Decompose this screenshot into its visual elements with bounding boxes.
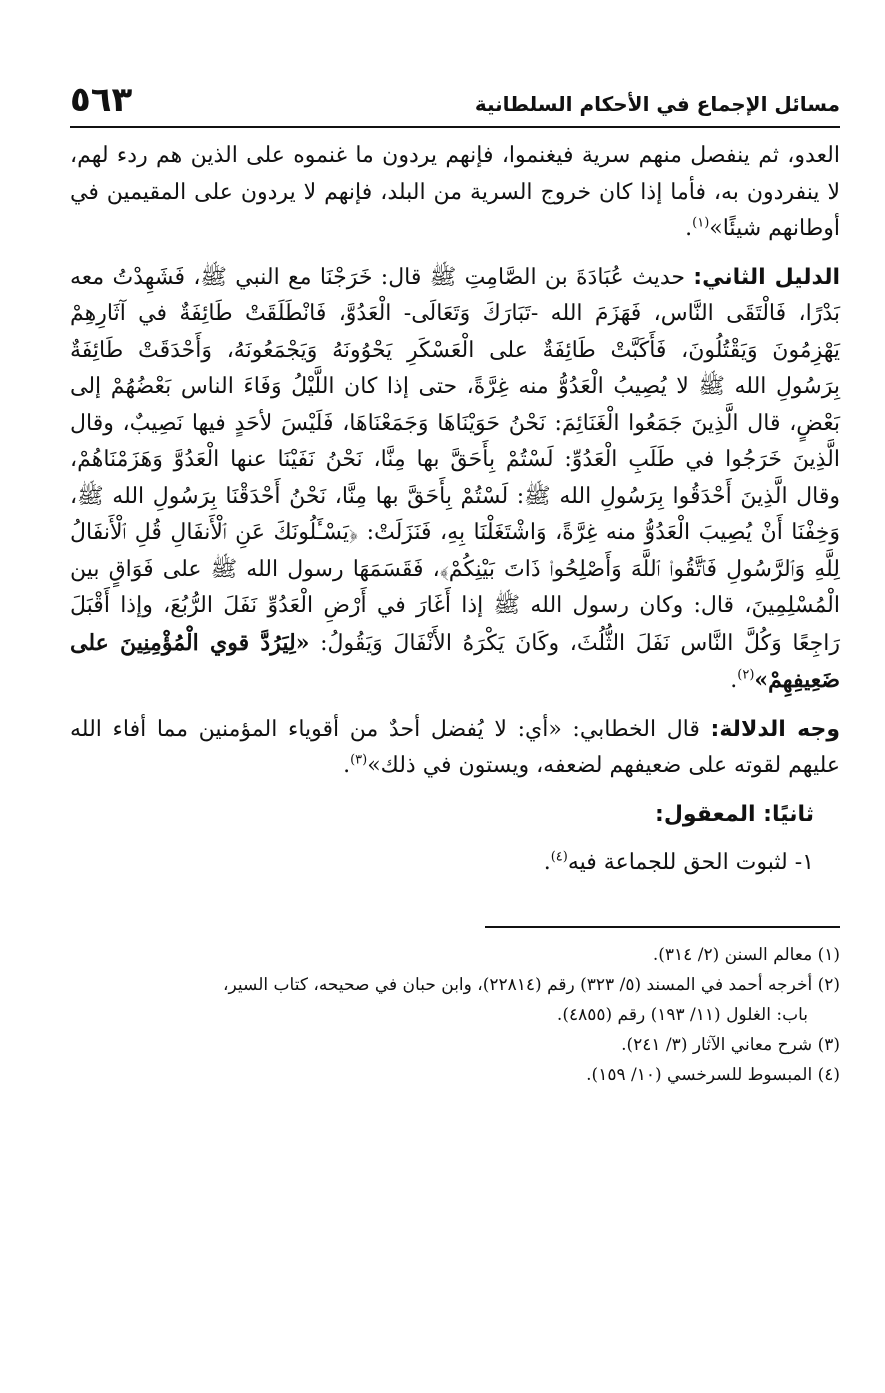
page-number: ٥٦٣ — [70, 80, 133, 120]
paragraph-evidence-aspect: وجه الدلالة: قال الخطابي: «أي: لا يُفضل أحدٌ من أقوياء المؤمنين مما أفاء الله عليهم لقوته على ضعيفهم لضعفه، ويستون في ذلك»$^{(٣)}$. — [70, 716, 841, 778]
paragraph-second-evidence: الدليل الثاني: حديث عُبَادَةَ بن الصَّامِتِ ﷺ قال: خَرَجْنَا مع النبي ﷺ، فَشَهِدْتُ معه بَدْرًا، فَالْتَقَى النَّاس، فَهَزَمَ الله -تَبَارَكَ وَتَعَالَى- الْعَدُوَّ، فَانْطَلَقَتْ طَائِفَةٌ في آثَارِهِمْ يَهْزِمُونَ وَيَقْتُلُونَ، فَأَكَبَّتْ طَائِفَةٌ على الْعَسْكَرِ يَحْوُونَهُ وَيَجْمَعُونَهُ، وَأَحْدَقَتْ طَائِفَةٌ بِرَسُولِ الله ﷺ لا يُصِيبُ الْعَدُوُّ منه غِرَّةً، حتى إذا كان اللَّيْلُ وَفَاءَ الناس بَعْضُهُمْ إلى بَعْضٍ، قال الَّذِينَ جَمَعُوا الْغَنَائِمَ: نَحْنُ حَوَيْنَاهَا وَجَمَعْنَاهَا، فَلَيْسَ لأحَدٍ فيها نَصِيبٌ، وقال الَّذِينَ خَرَجُوا في طَلَبِ الْعَدُوِّ: لَسْتُمْ بِأَحَقَّ بها مِنَّا، نَحْنُ نَفَيْنَا عنها الْعَدُوَّ وَهَزَمْنَاهُمْ، وقال الَّذِينَ أَحْدَقُوا بِرَسُولِ الله ﷺ: لَسْتُمْ بِأَحَقَّ بها مِنَّا، نَحْنُ أَحْدَقْنَا بِرَسُولِ الله ﷺ، وَخِفْنَا أَنْ يُصِيبَ الْعَدُوُّ منه غِرَّةً، وَاشْتَغَلْنَا بِهِ، فَنَزَلَتْ: ﴿يَسْـَٔلُونَكَ عَنِ ٱلْأَنفَالِ قُلِ ٱلْأَنفَالُ لِلَّهِ وَٱلرَّسُولِ فَٱتَّقُوا۟ ٱللَّهَ وَأَصْلِحُوا۟ ذَاتَ بَيْنِكُمْ﴾، فَقَسَمَهَا رسول الله ﷺ على فَوَاقٍ بين الْمُسْلِمِينَ، قال: وكان رسول الله ﷺ إذا أَغَارَ في أَرْضِ الْعَدُوِّ نَفَلَ الرُّبُعَ، وإذا أَقْبَلَ رَاجِعًا وَكُلَّ النَّاس نَفَلَ الثُّلُثَ، وكَانَ يَكْرَهُ الأَنْفَالَ وَيَقُولُ: «لِيَرُدَّ قوي الْمُؤْمِنِينَ على ضَعِيفِهِمْ»$^{(٢)}$. — [70, 264, 840, 693]
paragraph-lead: وجه الدلالة: — [710, 716, 841, 742]
running-header — [70, 70, 840, 128]
footnote-ref-3: (٣) — [350, 752, 368, 768]
footnote-2 — [70, 970, 840, 1030]
footnote-4: (٤) المبسوط للسرخسي (١٠/ ١٥٩). — [586, 1064, 840, 1085]
paragraph-continuation: العدو، ثم ينفصل منهم سرية فيغنموا، فإنهم يردون ما غنموه على الذين هم ردء لهم، لا ينفردون به، فأما إذا كان خروج السرية من البلد، فإنهم لا يردون على المقيمين في أوطانهم شيئًا»$^{(١)}$. — [70, 143, 840, 241]
footnote-1: (١) معالم السنن (٢/ ٣١٤). — [652, 944, 840, 965]
list-item-text: ١- لثبوت الحق للجماعة فيه — [567, 850, 814, 875]
running-title: مسائل الإجماع في الأحكام السلطانية — [474, 92, 840, 116]
book-page — [70, 70, 840, 1360]
hadith-text: حديث عُبَادَةَ بن الصَّامِتِ ﷺ قال: خَرَجْنَا مع النبي ﷺ، فَشَهِدْتُ معه بَدْرًا، فَالْتَقَى النَّاس، فَهَزَمَ الله -تَبَارَكَ وَتَعَالَى- الْعَدُوَّ، فَانْطَلَقَتْ طَائِفَةٌ في آثَارِهِمْ يَهْزِمُونَ وَيَقْتُلُونَ، فَأَكَبَّتْ طَائِفَةٌ على الْعَسْكَرِ يَحْوُونَهُ وَيَجْمَعُونَهُ، وَأَحْدَقَتْ طَائِفَةٌ بِرَسُولِ الله ﷺ لا يُصِيبُ الْعَدُوُّ منه غِرَّةً، حتى إذا كان اللَّيْلُ وَفَاءَ الناس بَعْضُهُمْ إلى بَعْضٍ، قال الَّذِينَ جَمَعُوا الْغَنَائِمَ: نَحْنُ حَوَيْنَاهَا وَجَمَعْنَاهَا، فَلَيْسَ لأحَدٍ فيها نَصِيبٌ، وقال الَّذِينَ خَرَجُوا في طَلَبِ الْعَدُوِّ: لَسْتُمْ بِأَحَقَّ بها مِنَّا، نَحْنُ نَفَيْنَا عنها الْعَدُوَّ وَهَزَمْنَاهُمْ، وقال الَّذِينَ أَحْدَقُوا بِرَسُولِ الله ﷺ: لَسْتُمْ بِأَحَقَّ بها مِنَّا، نَحْنُ أَحْدَقْنَا بِرَسُولِ الله ﷺ، وَخِفْنَا أَنْ يُصِيبَ الْعَدُوُّ منه غِرَّةً، وَاشْتَغَلْنَا بِهِ، فَنَزَلَتْ: ﴿يَسْـَٔلُونَكَ عَنِ ٱلْأَنفَالِ قُلِ ٱلْأَنفَالُ لِلَّهِ وَٱلرَّسُولِ فَٱتَّقُوا۟ ٱللَّهَ وَأَصْلِحُوا۟ ذَاتَ بَيْنِكُمْ﴾، فَقَسَمَهَا رسول الله ﷺ على فَوَاقٍ بين الْمُسْلِمِينَ، قال: وكان رسول الله ﷺ إذا أَغَارَ في أَرْضِ الْعَدُوِّ نَفَلَ الرُّبُعَ، وإذا أَقْبَلَ رَاجِعًا وَكُلَّ النَّاس نَفَلَ الثُّلُثَ، وكَانَ يَكْرَهُ الأَنْفَالَ وَيَقُولُ: — [70, 264, 840, 656]
footnote-2-line-1: (٢) أخرجه أحمد في المسند (٥/ ٣٢٣) رقم (٢٢٨١٤)، وابن حبان في صحيحه، كتاب السير، — [223, 974, 840, 995]
hadith-quote: «لِيَرُدَّ قوي الْمُؤْمِنِينَ على ضَعِيفِهِمْ» — [70, 629, 840, 693]
footnote-3: (٣) شرح معاني الآثار (٣/ ٢٤١). — [621, 1034, 840, 1055]
footnote-ref-1: (١) — [692, 215, 710, 231]
paragraph-lead: الدليل الثاني: — [693, 264, 840, 290]
section-heading: ثانيًا: المعقول: — [655, 801, 814, 827]
paragraph-text: العدو، ثم ينفصل منهم سرية فيغنموا، فإنهم يردون ما غنموه على الذين هم ردء لهم، لا ينفردون به، فأما إذا كان خروج السرية من البلد، فإنهم لا يردون على المقيمين في أوطانهم شيئًا» — [70, 143, 840, 241]
footnote-ref-2: (٢) — [737, 667, 755, 683]
footnotes — [70, 940, 840, 1090]
footnote-divider — [485, 926, 840, 928]
paragraph-text: قال الخطابي: «أي: لا يُفضل أحدٌ من أقوياء المؤمنين مما أفاء الله عليهم لقوته على ضعيفهم لضعفه، ويستون في ذلك» — [70, 716, 840, 778]
footnote-ref-4: (٤) — [550, 849, 568, 865]
list-item: ١- لثبوت الحق للجماعة فيه$^{(٤)}$. — [543, 849, 814, 875]
footnote-2-line-2: باب: الغلول (١١/ ١٩٣) رقم (٤٨٥٥). — [556, 1004, 808, 1025]
body-text — [70, 138, 840, 882]
